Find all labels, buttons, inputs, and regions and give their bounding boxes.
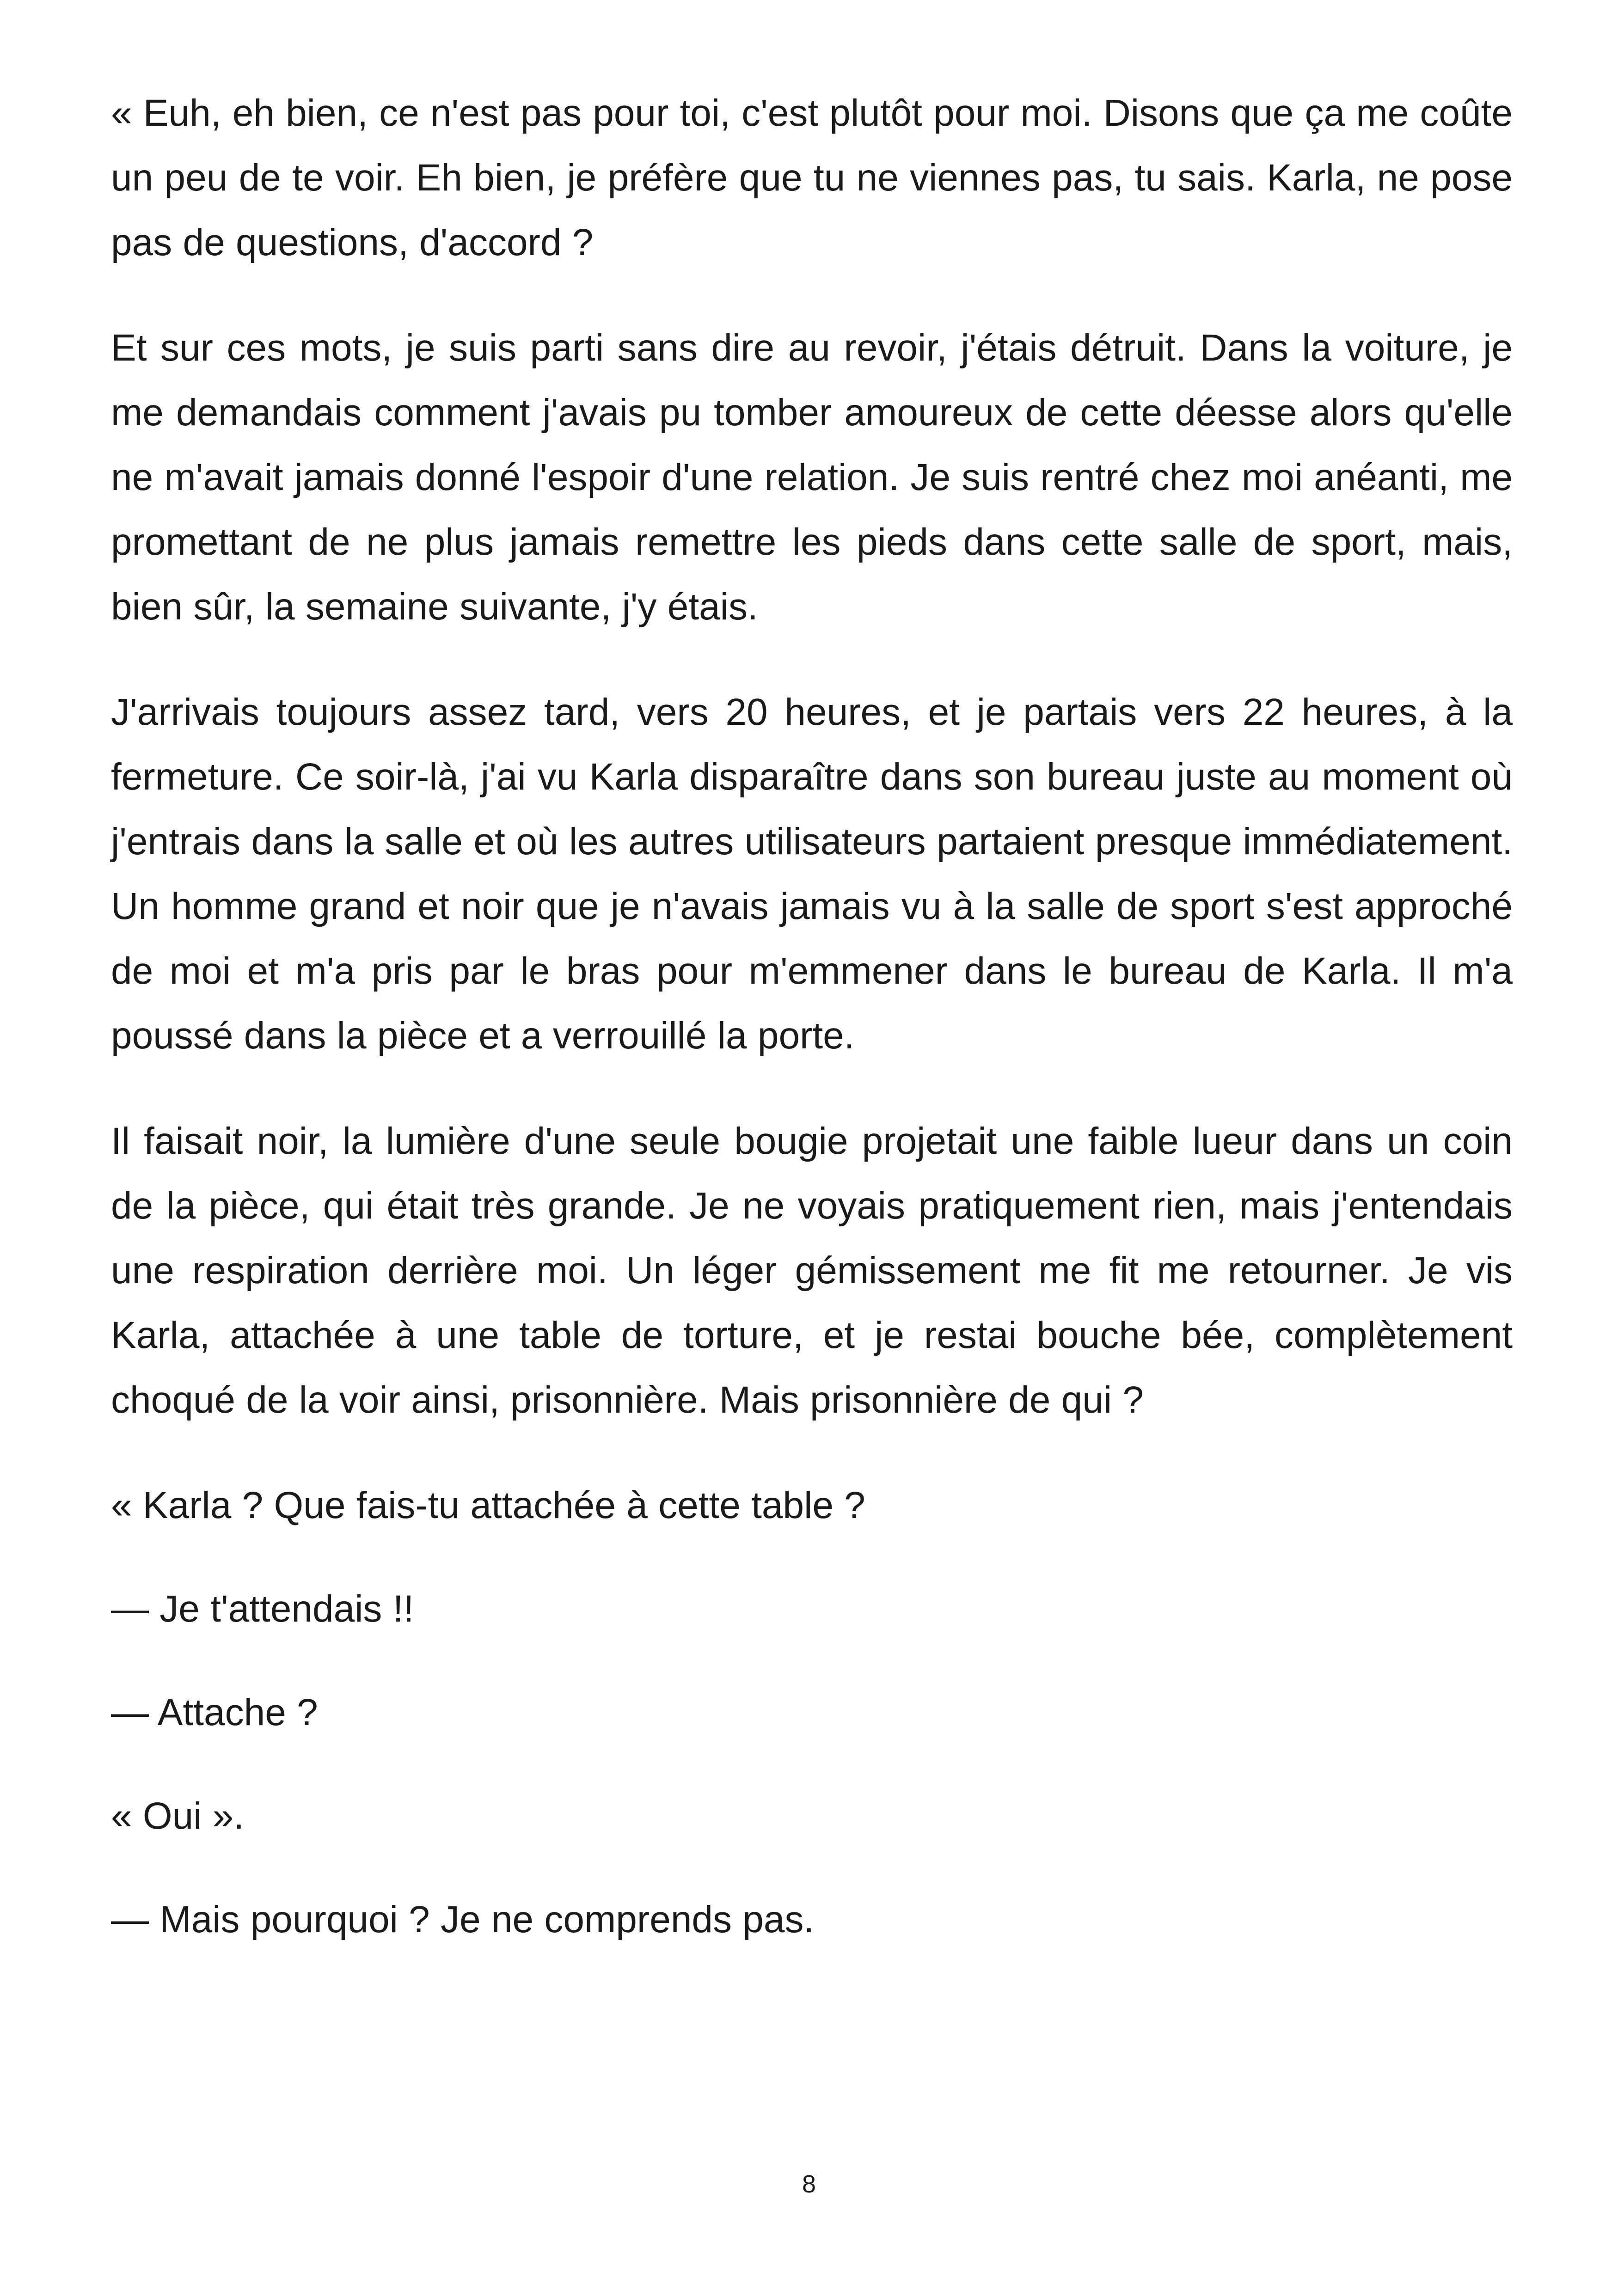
page-number: 8: [802, 2170, 816, 2198]
dialogue-line: — Mais pourquoi ? Je ne comprends pas.: [111, 1898, 815, 1941]
paragraph: « Euh, eh bien, ce n'est pas pour toi, c'est plutôt pour moi. Disons que ça me coûte un peu de te voir. Eh bien, je préfère que tu ne viennes pas, tu sais. Karla, ne pose pas de questions, d'accord ?: [111, 92, 1513, 263]
dialogue-line: — Attache ?: [111, 1691, 318, 1733]
dialogue-line: — Je t'attendais !!: [111, 1588, 414, 1630]
paragraph: J'arrivais toujours assez tard, vers 20 heures, et je partais vers 22 heures, à la fermeture. Ce soir-là, j'ai vu Karla disparaître dans son bureau juste au moment où j'entrais dans la salle et où les autres utilisateurs partaient presque immédiatement. Un homme grand et noir que je n'avais jamais vu à la salle de sport s'est approché de moi et m'a pris par le bras pour m'emmener dans le bureau de Karla. Il m'a poussé dans la pièce et a verrouillé la porte.: [111, 691, 1513, 1057]
paragraph: Il faisait noir, la lumière d'une seule bougie projetait une faible lueur dans un coin de la pièce, qui était très grande. Je ne voyais pratiquement rien, mais j'entendais une respiration derrière moi. Un léger gémissement me fit me retourner. Je vis Karla, attachée à une table de torture, et je restai bouche bée, complètement choqué de la voir ainsi, prisonnière. Mais prisonnière de qui ?: [111, 1120, 1513, 1421]
dialogue-line: « Oui ».: [111, 1795, 245, 1837]
paragraph: Et sur ces mots, je suis parti sans dire au revoir, j'étais détruit. Dans la voiture, je me demandais comment j'avais pu tomber amoureux de cette déesse alors qu'elle ne m'avait jamais donné l'espoir d'une relation. Je suis rentré chez moi anéanti, me promettant de ne plus jamais remettre les pieds dans cette salle de sport, mais, bien sûr, la semaine suivante, j'y étais.: [111, 327, 1513, 628]
dialogue-line: « Karla ? Que fais-tu attachée à cette table ?: [111, 1484, 865, 1526]
body-text: [111, 81, 1513, 1952]
